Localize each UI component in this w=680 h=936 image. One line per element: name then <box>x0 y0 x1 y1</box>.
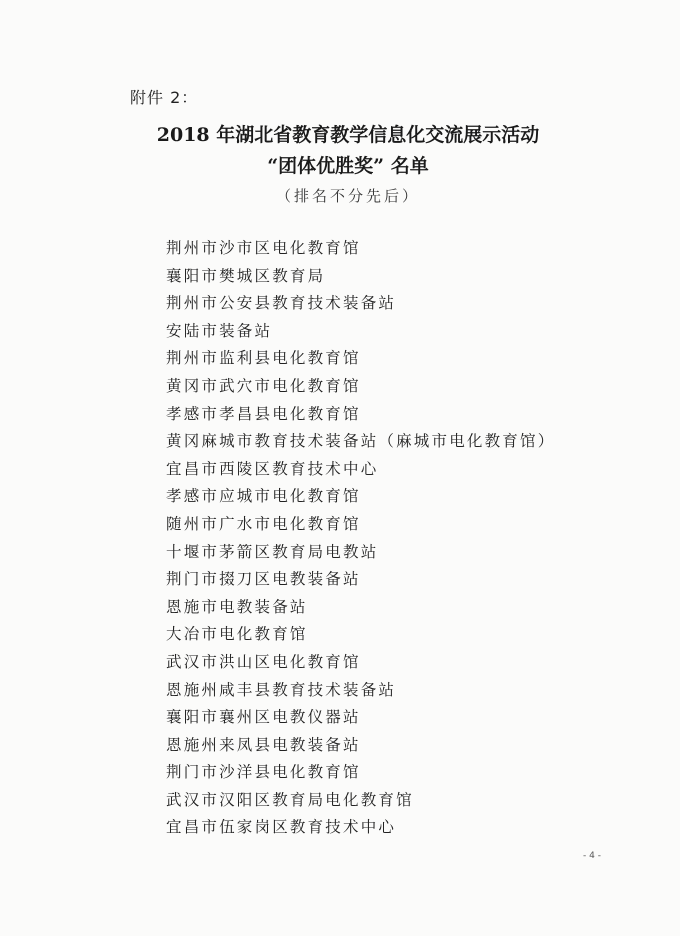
list-item: 宜昌市伍家岗区教育技术中心 <box>166 818 397 837</box>
list-item: 荆州市公安县教育技术装备站 <box>166 294 397 313</box>
attachment-label: 附件 2： <box>130 88 199 107</box>
page-number: - 4 - <box>583 851 601 861</box>
list-item: 武汉市洪山区电化教育馆 <box>166 652 361 671</box>
document-title-line1: 2018 年湖北省教育教学信息化交流展示活动 <box>156 124 540 146</box>
list-item: 黄冈市武穴市电化教育馆 <box>166 376 361 395</box>
list-item: 襄阳市襄州区电教仪器站 <box>166 708 361 727</box>
winner-list <box>166 235 555 842</box>
list-item: 宜昌市西陵区教育技术中心 <box>166 459 379 478</box>
list-item: 恩施市电教装备站 <box>166 597 308 616</box>
list-item: 孝感市应城市电化教育馆 <box>166 487 361 506</box>
list-item: 十堰市茅箭区教育局电教站 <box>166 542 379 561</box>
list-item: 孝感市孝昌县电化教育馆 <box>166 404 361 423</box>
list-item: 黄冈麻城市教育技术装备站（麻城市电化教育馆） <box>166 432 556 451</box>
list-item: 恩施州咸丰县教育技术装备站 <box>166 680 397 699</box>
list-item: 襄阳市樊城区教育局 <box>166 266 326 285</box>
list-item: 荆州市沙市区电化教育馆 <box>166 239 361 257</box>
document-subtitle: （排名不分先后） <box>275 187 420 205</box>
list-item: 武汉市汉阳区教育局电化教育馆 <box>166 790 414 809</box>
list-item: 随州市广水市电化教育馆 <box>166 514 361 533</box>
list-item: 荆州市监利县电化教育馆 <box>166 349 361 368</box>
list-item: 恩施州来凤县电教装备站 <box>166 735 361 754</box>
list-item: 荆门市沙洋县电化教育馆 <box>166 763 361 782</box>
list-item: 大冶市电化教育馆 <box>166 625 308 644</box>
document-title-line2: “团体优胜奖” 名单 <box>267 155 429 177</box>
list-item: 荆门市掇刀区电教装备站 <box>166 570 361 589</box>
list-item: 安陆市装备站 <box>166 321 273 340</box>
